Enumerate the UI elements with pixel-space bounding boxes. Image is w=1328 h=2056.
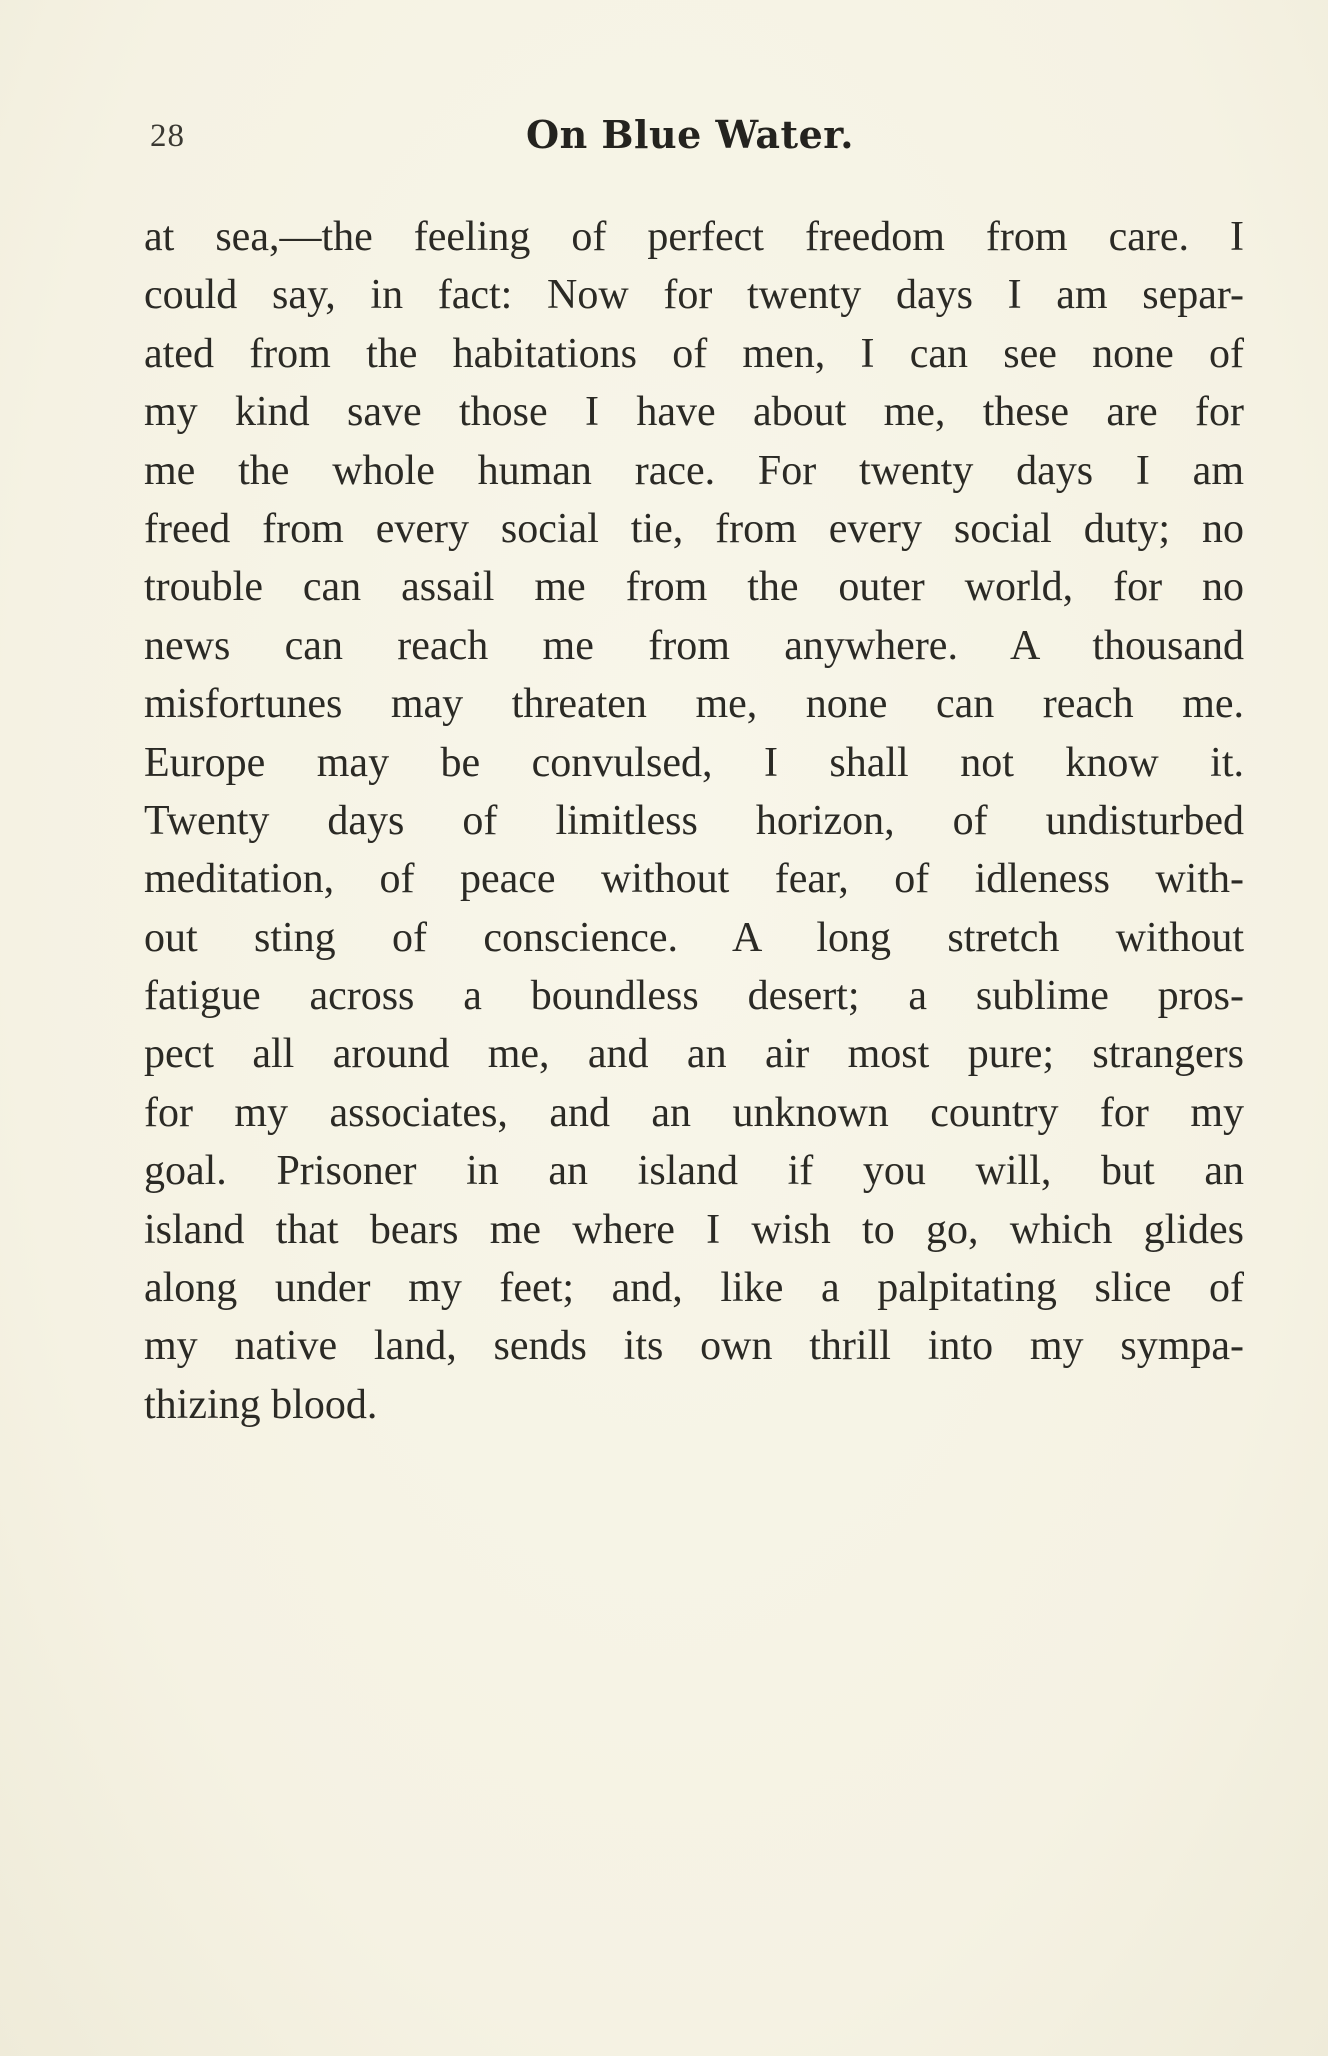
text-line: island that bears me where I wish to go, which glides	[144, 1206, 1244, 1253]
text-line: freed from every social tie, from every social duty; no	[144, 505, 1244, 552]
running-title: On Blue Water.	[525, 112, 855, 157]
text-line: at sea,—the feeling of perfect freedom from care. I	[144, 214, 1244, 260]
text-line: thizing blood.	[144, 1381, 378, 1428]
text-line: news can reach me from anywhere. A thousand	[144, 622, 1244, 669]
text-line: could say, in fact: Now for twenty days I am separ-	[144, 272, 1244, 319]
text-line: goal. Prisoner in an island if you will, but an	[144, 1148, 1244, 1195]
page-header	[150, 112, 1230, 172]
text-line: fatigue across a boundless desert; a sublime pros-	[144, 973, 1244, 1020]
text-line: trouble can assail me from the outer world, for no	[144, 564, 1244, 611]
text-line: meditation, of peace without fear, of idleness with-	[144, 856, 1244, 903]
text-line: ated from the habitations of men, I can see none of	[144, 330, 1244, 377]
body-text	[144, 208, 1244, 1434]
text-line: for my associates, and an unknown country for my	[144, 1089, 1244, 1136]
text-line: me the whole human race. For twenty days I am	[144, 447, 1244, 494]
text-line: my kind save those I have about me, these are for	[144, 389, 1244, 436]
text-line: pect all around me, and an air most pure; strangers	[144, 1031, 1244, 1078]
text-line: out sting of conscience. A long stretch without	[144, 914, 1244, 961]
text-line: my native land, sends its own thrill into my sympa-	[144, 1323, 1244, 1370]
text-line: Twenty days of limitless horizon, of undisturbed	[144, 797, 1244, 844]
text-line: along under my feet; and, like a palpitating slice of	[144, 1265, 1244, 1312]
text-line: misfortunes may threaten me, none can reach me.	[144, 681, 1244, 728]
text-line: Europe may be convulsed, I shall not know it.	[144, 739, 1244, 786]
page-number: 28	[150, 118, 185, 154]
